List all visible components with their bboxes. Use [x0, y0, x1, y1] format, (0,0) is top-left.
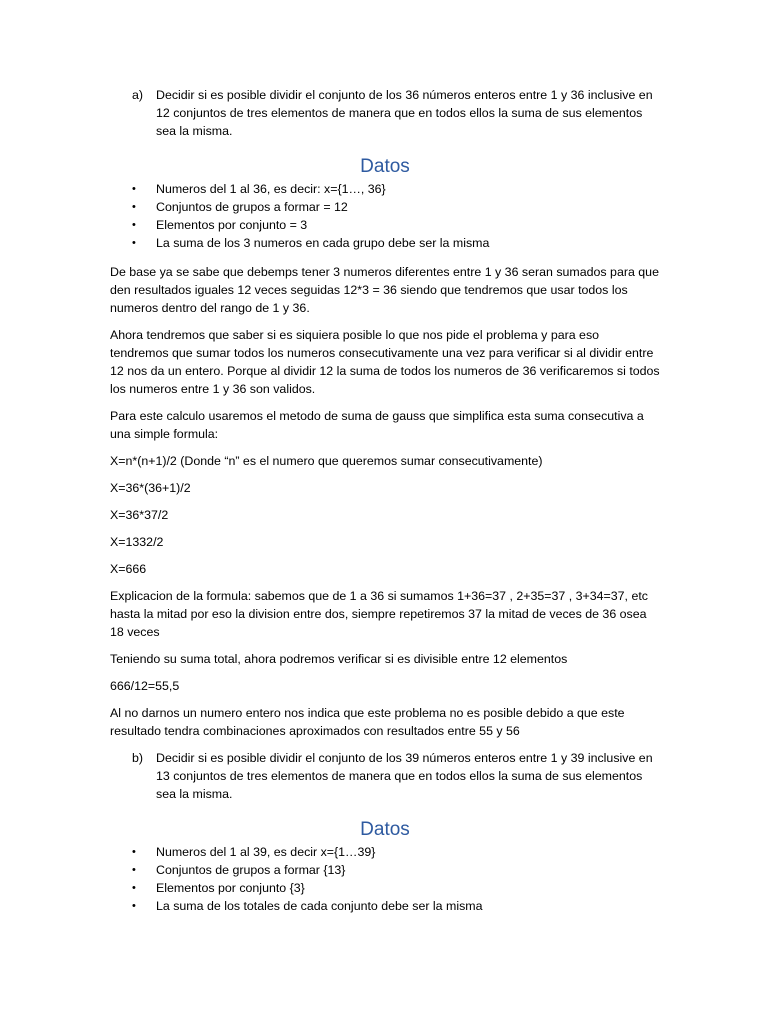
formula-step-2: X=36*37/2 [110, 508, 169, 522]
paragraph-explanation: Explicacion de la formula: sabemos que de 1 a 36 si sumamos 1+36=37 , 2+35=37 , 3+34=37, etc hasta la mitad por eso la division entre dos, siempre repetiremos 37 la mitad de veces de 36 osea 18 veces [110, 589, 648, 639]
bullet-icon: • [132, 237, 136, 249]
bullet-text: Elementos por conjunto = 3 [156, 218, 308, 232]
section-heading-datos-b: Datos [360, 819, 410, 840]
list-marker: b) [132, 751, 144, 765]
formula-step-3: X=1332/2 [110, 535, 164, 549]
formula-general: X=n*(n+1)/2 (Donde “n” es el numero que queremos sumar consecutivamente) [110, 454, 543, 468]
bullet-item [110, 180, 660, 198]
list-item-a [110, 86, 660, 140]
bullet-text: La suma de los totales de cada conjunto debe ser la misma [156, 899, 483, 913]
bullet-item [110, 879, 660, 897]
bullet-list-b [110, 843, 660, 915]
bullet-icon: • [132, 201, 136, 213]
bullet-item [110, 897, 660, 915]
bullet-icon: • [132, 864, 136, 876]
list-item-text: Decidir si es posible dividir el conjunto de los 36 números enteros entre 1 y 36 inclusive en 12 conjuntos de tres elementos de manera que en todos ellos la suma de sus elementos sea la misma. [156, 88, 653, 138]
formula-division: 666/12=55,5 [110, 679, 180, 693]
bullet-list-a [110, 180, 660, 252]
formula-step-1: X=36*(36+1)/2 [110, 481, 191, 495]
bullet-text: Elementos por conjunto {3} [156, 881, 305, 895]
list-marker: a) [132, 88, 144, 102]
bullet-item [110, 216, 660, 234]
bullet-icon: • [132, 183, 136, 195]
bullet-text: Conjuntos de grupos a formar {13} [156, 863, 346, 877]
list-item-b [110, 749, 660, 803]
bullet-item [110, 198, 660, 216]
bullet-text: La suma de los 3 numeros en cada grupo debe ser la misma [156, 236, 490, 250]
paragraph-intro: De base ya se sabe que debemps tener 3 numeros diferentes entre 1 y 36 seran sumados para que den resultados iguales 12 veces seguidas 12*3 = 36 siendo que tendremos que usar todos los numeros dentro del rango de 1 y 36. [110, 265, 659, 315]
paragraph-gauss-method: Para este calculo usaremos el metodo de suma de gauss que simplifica esta suma consecutiva a una simple formula: [110, 409, 644, 441]
paragraph-total-sum: Teniendo su suma total, ahora podremos verificar si es divisible entre 12 elementos [110, 652, 568, 666]
bullet-text: Conjuntos de grupos a formar = 12 [156, 200, 348, 214]
bullet-icon: • [132, 882, 136, 894]
paragraph-verification: Ahora tendremos que saber si es siquiera posible lo que nos pide el problema y para eso tendremos que sumar todos los numeros consecutivamente una vez para verificar si al dividir entre 12 nos da un entero. Porque al dividir 12 la suma de todos los numeros de 36 verificaremos si todos los numeros entre 1 y 36 son validos. [110, 328, 660, 396]
bullet-text: Numeros del 1 al 39, es decir x={1…39} [156, 845, 376, 859]
bullet-text: Numeros del 1 al 36, es decir: x={1…, 36} [156, 182, 386, 196]
formula-result: X=666 [110, 562, 147, 576]
paragraph-conclusion: Al no darnos un numero entero nos indica que este problema no es posible debido a que este resultado tendra combinaciones aproximados con resultados entre 55 y 56 [110, 706, 625, 738]
bullet-item [110, 861, 660, 879]
list-item-text: Decidir si es posible dividir el conjunto de los 39 números enteros entre 1 y 39 inclusive en 13 conjuntos de tres elementos de manera que en todos ellos la suma de sus elementos sea la misma. [156, 751, 653, 801]
section-heading-datos-a: Datos [360, 156, 410, 177]
bullet-icon: • [132, 900, 136, 912]
bullet-item [110, 843, 660, 861]
bullet-item [110, 234, 660, 252]
bullet-icon: • [132, 846, 136, 858]
bullet-icon: • [132, 219, 136, 231]
